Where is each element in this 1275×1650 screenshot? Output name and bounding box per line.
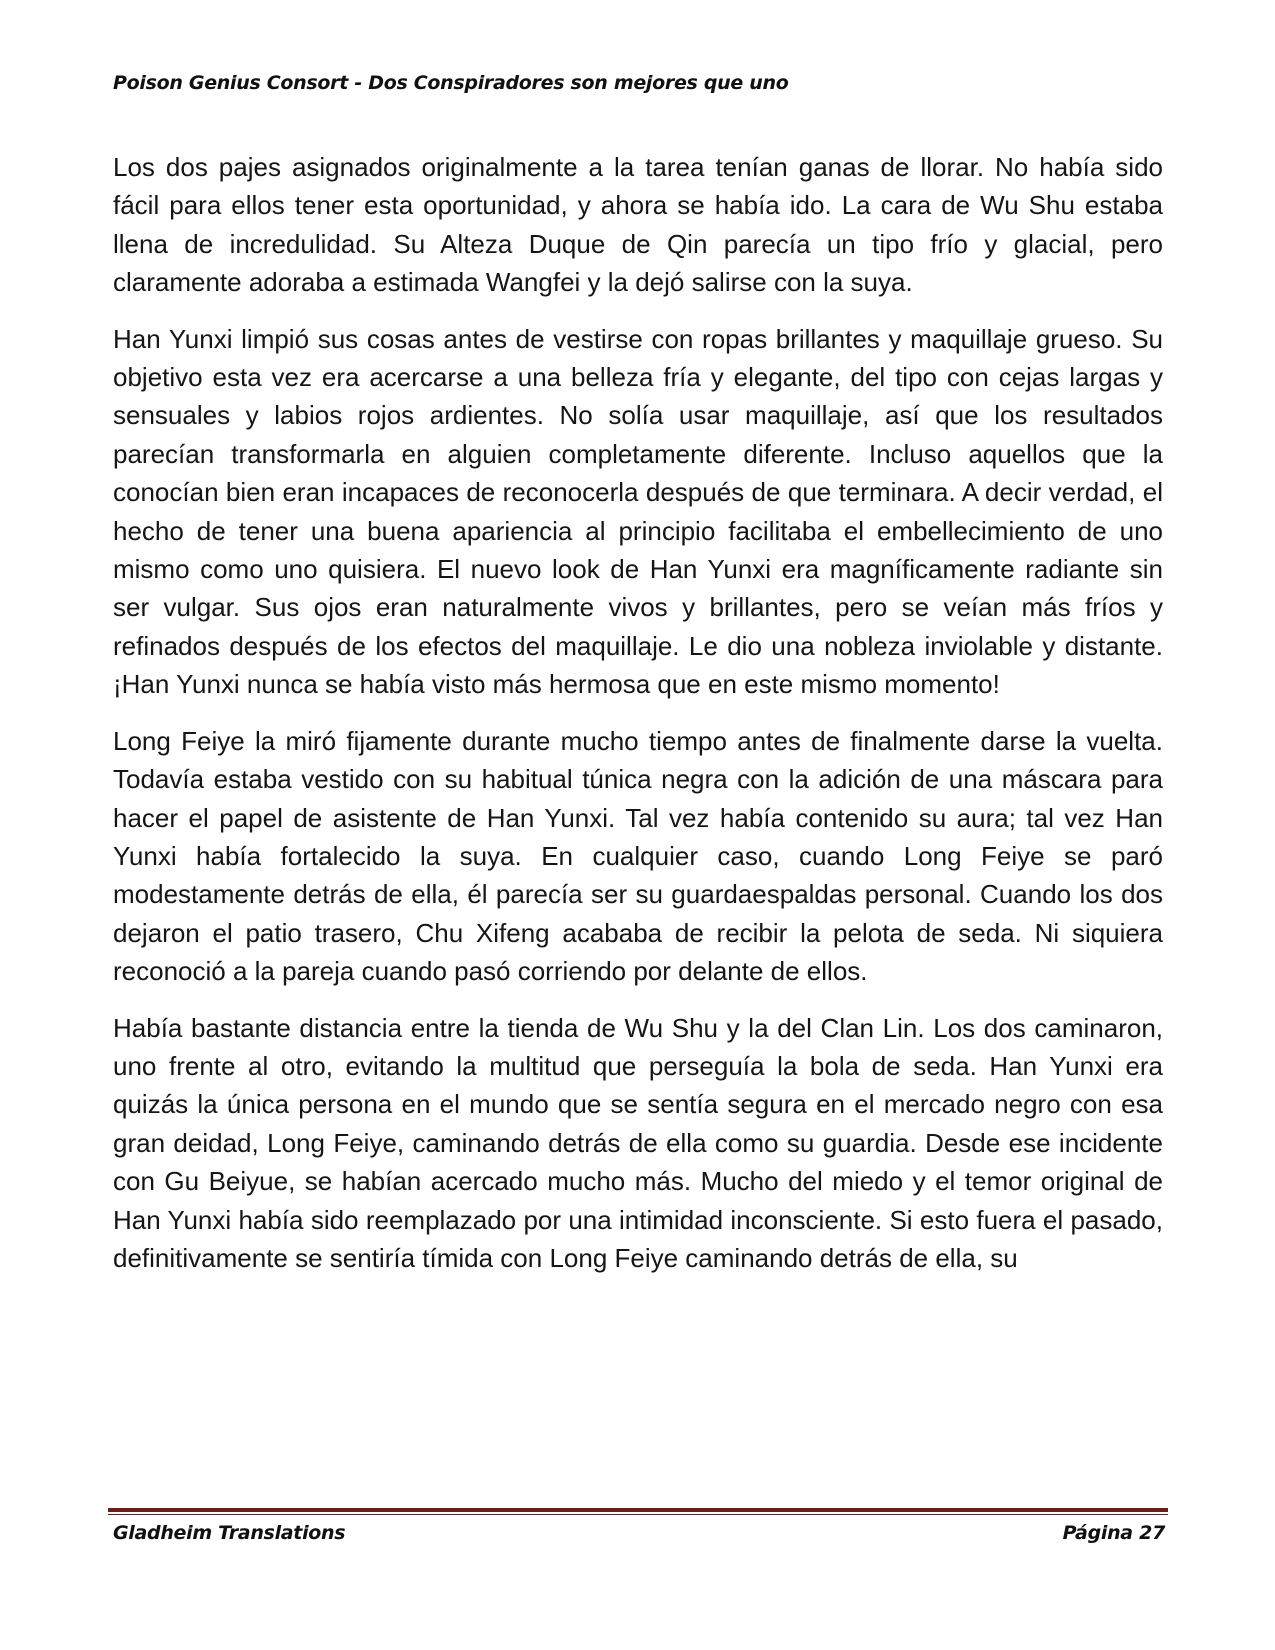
- body-text: [113, 148, 1163, 1295]
- paragraph-1: Los dos pajes asignados originalmente a la tarea tenían ganas de llorar. No había sido fácil para ellos tener esta oportunidad, y ahora se había ido. La cara de Wu Shu estaba llena de incredulidad. Su Alteza Duque de Qin parecía un tipo frío y glacial, pero claramente adoraba a estimada Wangfei y la dejó salirse con la suya.: [113, 152, 1163, 298]
- footer-divider-thick: [108, 1508, 1168, 1512]
- paragraph-4: Había bastante distancia entre la tienda de Wu Shu y la del Clan Lin. Los dos caminaron, uno frente al otro, evitando la multitud que perseguía la bola de seda. Han Yunxi era quizás la única persona en el mundo que se sentía segura en el mercado negro con esa gran deidad, Long Feiye, caminando detrás de ella como su guardia. Desde ese incidente con Gu Beiyue, se habían acercado mucho más. Mucho del miedo y el temor original de Han Yunxi había sido reemplazado por una intimidad inconsciente. Si esto fuera el pasado, definitivamente se sentiría tímida con Long Feiye caminando detrás de ella, su: [113, 1012, 1163, 1273]
- page-footer: [113, 1522, 1165, 1544]
- paragraph-2: Han Yunxi limpió sus cosas antes de vestirse con ropas brillantes y maquillaje grueso. Su objetivo esta vez era acercarse a una belleza fría y elegante, del tipo con cejas largas y sensuales y labios rojos ardientes. No solía usar maquillaje, así que los resultados parecían transformarla en alguien completamente diferente. Incluso aquellos que la conocían bien eran incapaces de reconocerla después de que terminara. A decir verdad, el hecho de tener una buena apariencia al principio facilitaba el embellecimiento de uno mismo como uno quisiera. El nuevo look de Han Yunxi era magníficamente radiante sin ser vulgar. Sus ojos eran naturalmente vivos y brillantes, pero se veían más fríos y refinados después de los efectos del maquillaje. Le dio una nobleza inviolable y distante. ¡Han Yunxi nunca se había visto más hermosa que en este mismo momento!: [113, 323, 1163, 700]
- footer-divider-thin: [108, 1514, 1168, 1515]
- paragraph-3: Long Feiye la miró fijamente durante mucho tiempo antes de finalmente darse la vuelta. Todavía estaba vestido con su habitual túnica negra con la adición de una máscara para hacer el papel de asistente de Han Yunxi. Tal vez había contenido su aura; tal vez Han Yunxi había fortalecido la suya. En cualquier caso, cuando Long Feiye se paró modestamente detrás de ella, él parecía ser su guardaespaldas personal. Cuando los dos dejaron el patio trasero, Chu Xifeng acababa de recibir la pelota de seda. Ni siquiera reconoció a la pareja cuando pasó corriendo por delante de ellos.: [113, 725, 1163, 987]
- footer-page-number: Página 27: [1062, 1522, 1165, 1544]
- page-header-title: Poison Genius Consort - Dos Conspiradores son mejores que uno: [113, 72, 789, 94]
- footer-divider: [108, 1508, 1168, 1515]
- footer-publisher: Gladheim Translations: [113, 1522, 346, 1544]
